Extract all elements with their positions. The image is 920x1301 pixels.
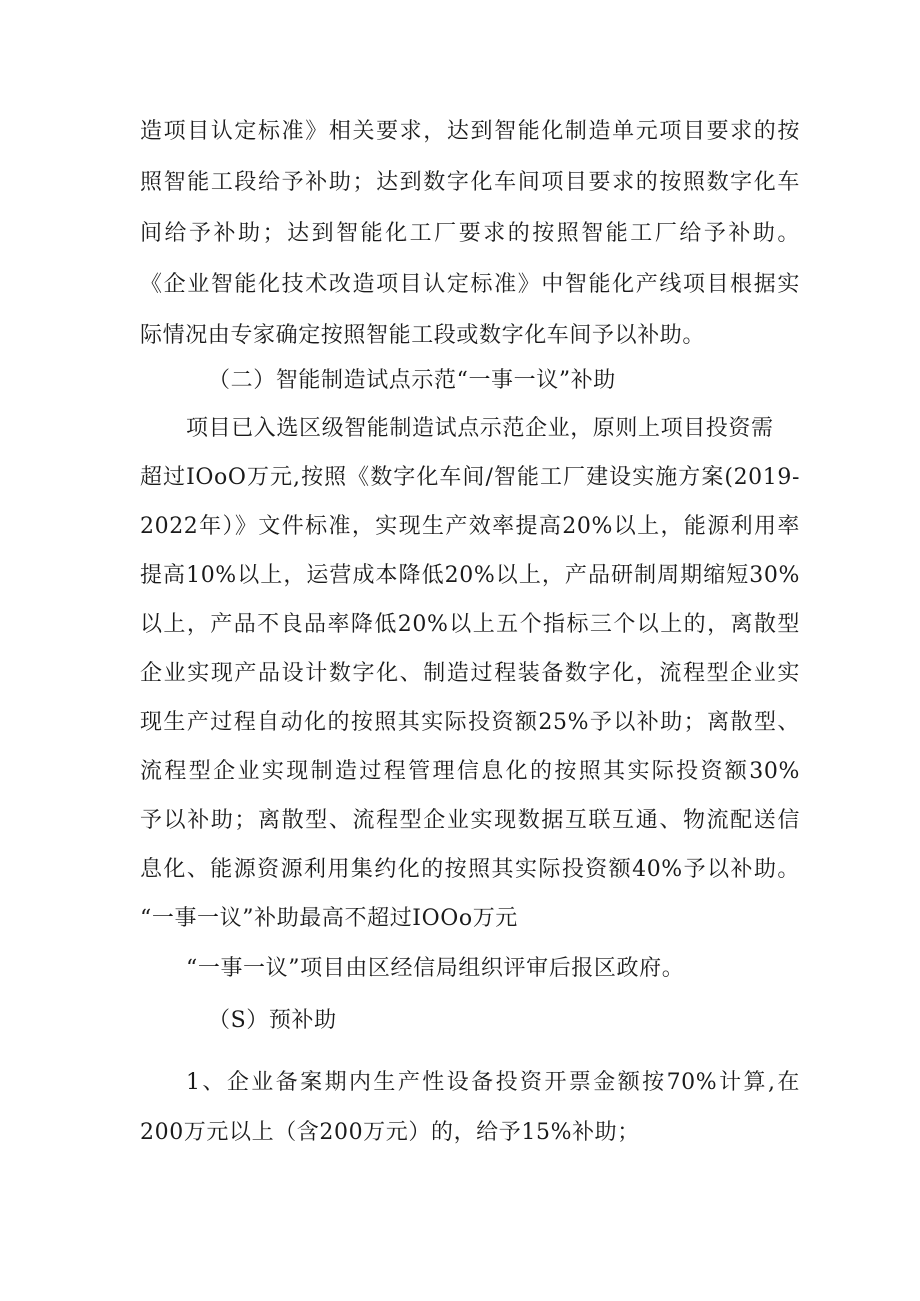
paragraph-line-21: 200万元以上（含200万元）的，给予15%补助； xyxy=(140,1120,640,1145)
paragraph-line-15: 予以补助；离散型、流程型企业实现数据互联互通、物流配送信 xyxy=(140,808,800,833)
paragraph-line-14: 流程型企业实现制造过程管理信息化的按照其实际投资额30% xyxy=(140,759,800,784)
paragraph-line-10: 提高10%以上，运营成本降低20%以上，产品研制周期缩短30% xyxy=(140,563,800,588)
paragraph-line-9: 2022年）》文件标准，实现生产效率提高20%以上，能源利用率 xyxy=(140,514,800,539)
paragraph-line-12: 企业实现产品设计数字化、制造过程装备数字化，流程型企业实 xyxy=(140,661,800,686)
paragraph-line-18: “一事一议”项目由区经信局组织评审后报区政府。 xyxy=(186,956,685,981)
section-heading-2: （二）智能制造试点示范“一事一议”补助 xyxy=(208,368,616,393)
section-heading-3: （S）预补助 xyxy=(208,1008,337,1033)
paragraph-line-13: 现生产过程自动化的按照其实际投资额25%予以补助；离散型、 xyxy=(140,710,800,735)
paragraph-line-17: “一事一议”补助最高不超过IOOo万元 xyxy=(140,906,518,931)
paragraph-line-5: 际情况由专家确定按照智能工段或数字化车间予以补助。 xyxy=(140,323,706,348)
paragraph-line-11: 以上，产品不良品率降低20%以上五个指标三个以上的，离散型 xyxy=(140,612,800,637)
paragraph-line-3: 间给予补助；达到智能化工厂要求的按照智能工厂给予补助。 xyxy=(140,221,800,246)
paragraph-line-20: 1、企业备案期内生产性设备投资开票金额按70%计算,在 xyxy=(186,1070,800,1095)
paragraph-line-7: 项目已入选区级智能制造试点示范企业，原则上项目投资需 xyxy=(186,416,774,441)
paragraph-line-2: 照智能工段给予补助；达到数字化车间项目要求的按照数字化车 xyxy=(140,170,800,195)
paragraph-line-4: 《企业智能化技术改造项目认定标准》中智能化产线项目根据实 xyxy=(140,272,800,297)
paragraph-line-1: 造项目认定标准》相关要求，达到智能化制造单元项目要求的按 xyxy=(140,119,800,144)
paragraph-line-16: 息化、能源资源利用集约化的按照其实际投资额40%予以补助。 xyxy=(140,857,800,882)
paragraph-line-8: 超过IOoO万元,按照《数字化车间/智能工厂建设实施方案(2019- xyxy=(140,465,800,490)
